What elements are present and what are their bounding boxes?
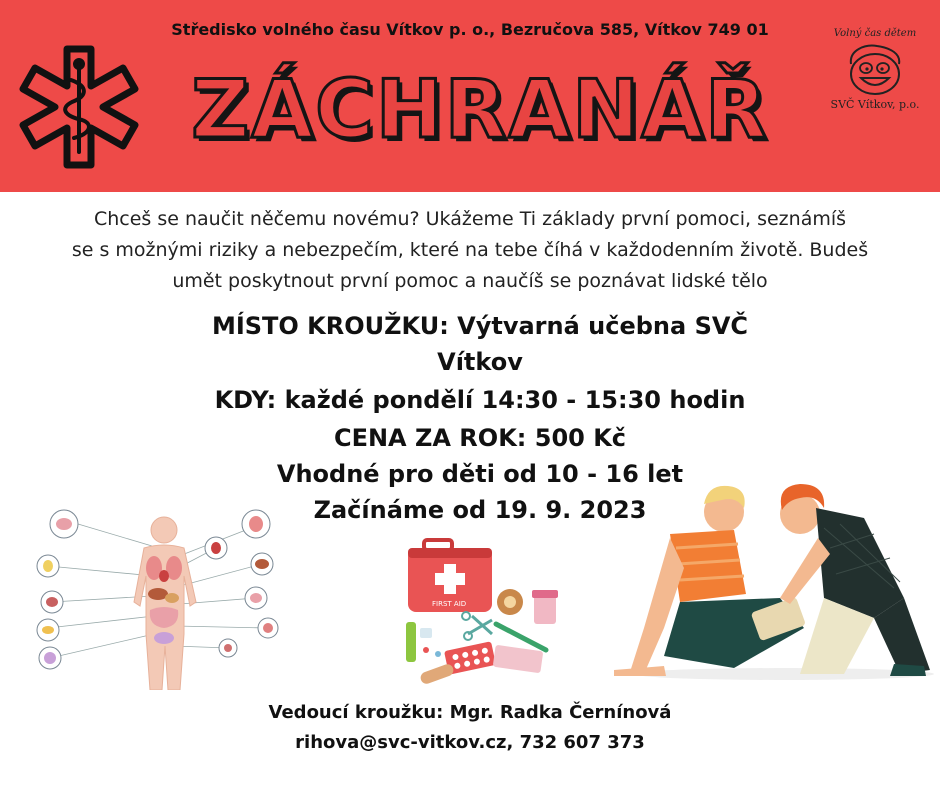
- first-aid-kit-illustration: [398, 538, 568, 688]
- logo-name: SVČ Vítkov, p.o.: [830, 98, 920, 111]
- first-aid-label: FIRST AID: [432, 600, 467, 608]
- price: CENA ZA ROK: 500 Kč: [333, 424, 627, 452]
- human-anatomy-illustration: [34, 506, 284, 690]
- first-aid-helpers-illustration: [604, 478, 934, 680]
- club-leader: Vedoucí kroužku: Mgr. Radka Černínová: [268, 702, 672, 723]
- intro-line: se s možnými riziky a nebezpečím, které na tebe číhá v každodenním životě. Budeš: [71, 239, 869, 261]
- svc-logo: [820, 28, 930, 118]
- start-date: Začínáme od 19. 9. 2023: [313, 496, 647, 524]
- intro-line: umět poskytnout první pomoc a naučíš se poznávat lidské tělo: [172, 270, 768, 292]
- age-range: Vhodné pro děti od 10 - 16 let: [276, 460, 684, 488]
- place-line-continued: Vítkov: [437, 348, 523, 376]
- intro-line: Chceš se naučit něčemu novému? Ukážeme Ti základy první pomoci, seznámíš: [93, 208, 847, 230]
- place-line: MÍSTO KROUŽKU: Výtvarná učebna SVČ: [211, 312, 749, 340]
- page-title: ZÁCHRANÁŘ: [191, 63, 769, 156]
- contact-info: rihova@svc-vitkov.cz, 732 607 373: [295, 732, 645, 753]
- organization-address: Středisko volného času Vítkov p. o., Bezručova 585, Vítkov 749 01: [171, 20, 769, 39]
- schedule: KDY: každé pondělí 14:30 - 15:30 hodin: [214, 386, 746, 414]
- logo-tagline: Volný čas dětem: [833, 28, 917, 39]
- intro-text: [20, 204, 920, 297]
- smiley-face-icon: [843, 42, 907, 98]
